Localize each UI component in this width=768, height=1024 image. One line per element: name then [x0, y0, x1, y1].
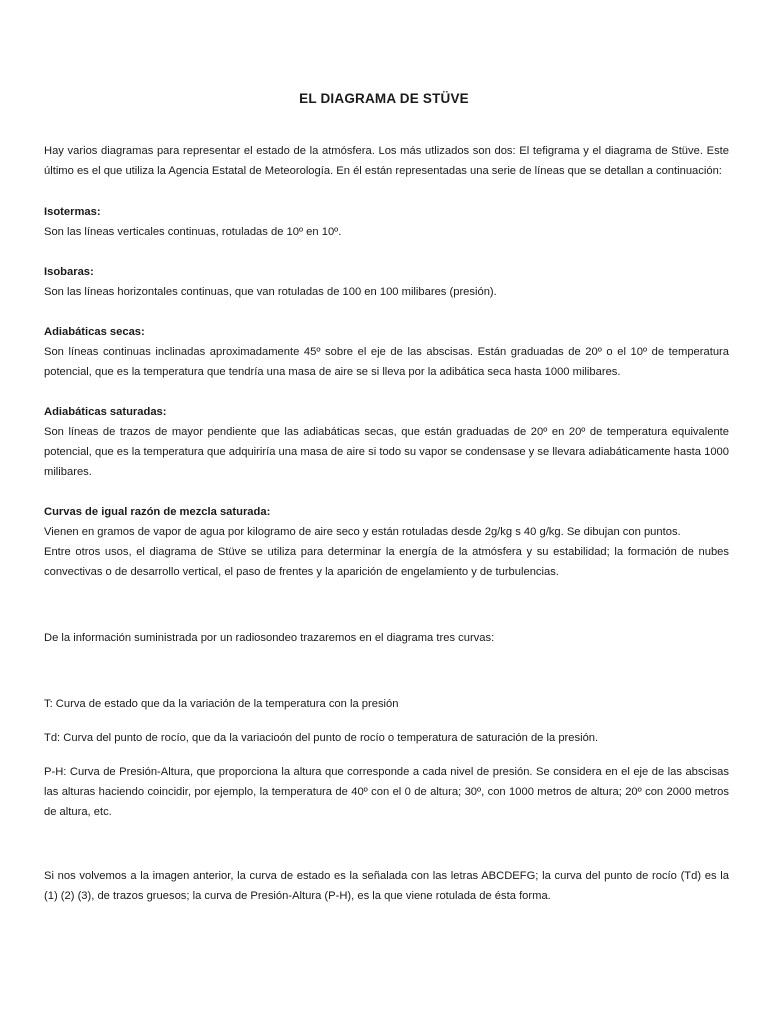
- section-text: Son las líneas verticales continuas, rotuladas de 10º en 10º.: [44, 226, 342, 238]
- intro-paragraph: Hay varios diagramas para representar el estado de la atmósfera. Los más utlizados son dos: El tefigrama y el diagrama de Stüve. Este último es el que utiliza la Agencia Estatal de Meteorología. En él están representadas una serie de líneas que se detallan a continuación:: [44, 145, 729, 177]
- section-heading: Curvas de igual razón de mezcla saturada:: [44, 506, 271, 518]
- section-isotermas: [44, 202, 729, 242]
- section-adiabaticas-secas: [44, 322, 729, 382]
- section-heading: Adiabáticas saturadas:: [44, 406, 167, 418]
- document-title: EL DIAGRAMA DE STÜVE: [299, 91, 469, 106]
- section-adiabaticas-saturadas: [44, 402, 729, 482]
- section-razon-mezcla: [44, 502, 729, 582]
- section-text: Son líneas de trazos de mayor pendiente que las adiabáticas secas, que están graduadas de 20º en 20º de temperatura equivalente potencial, que es la temperatura que adquiriría una masa de aire si todo su vapor se condensase y se llevara adiabáticamente hasta 1000 milibares.: [44, 426, 729, 478]
- radiosonde-intro: De la información suministrada por un radiosondeo trazaremos en el diagrama tres curvas:: [44, 632, 495, 644]
- section-isobaras: [44, 262, 729, 302]
- closing-paragraph: Si nos volvemos a la imagen anterior, la curva de estado es la señalada con las letras ABCDEFG; la curva del punto de rocío (Td) es la (1) (2) (3), de trazos gruesos; la curva de Presión-Altura (P-H), es la que viene rotulada de ésta forma.: [44, 870, 729, 902]
- section-text: Vienen en gramos de vapor de agua por kilogramo de aire seco y están rotuladas desde 2g/kg s 40 g/kg. Se dibujan con puntos.: [44, 526, 681, 538]
- curve-td-item: Td: Curva del punto de rocío, que da la variacioón del punto de rocío o temperatura de saturación de la presión.: [44, 732, 599, 744]
- section-text-usage: Entre otros usos, el diagrama de Stüve se utiliza para determinar la energía de la atmósfera y su estabilidad; la formación de nubes convectivas o de desarrollo vertical, el paso de frentes y la aparición de engelamiento y de turbulencias.: [44, 546, 729, 578]
- section-text: Son líneas continuas inclinadas aproximadamente 45º sobre el eje de las abscisas. Están graduadas de 20º o el 10º de temperatura potencial, que es la temperatura que tendría una masa de aire se si lleva por la adibática seca hasta 1000 milibares.: [44, 346, 729, 378]
- section-text: Son las líneas horizontales continuas, que van rotuladas de 100 en 100 milibares (presión).: [44, 286, 497, 298]
- curve-ph-item: P-H: Curva de Presión-Altura, que proporciona la altura que corresponde a cada nivel de presión. Se considera en el eje de las abscisas las alturas haciendo coincidir, por ejemplo, la temperatura de 40º con el 0 de altura; 30º, con 1000 metros de altura; 20º con 2000 metros de altura, etc.: [44, 766, 729, 818]
- section-heading: Adiabáticas secas:: [44, 326, 145, 338]
- curve-t-item: T: Curva de estado que da la variación de la temperatura con la presión: [44, 698, 399, 710]
- section-heading: Isotermas:: [44, 206, 101, 218]
- section-heading: Isobaras:: [44, 266, 94, 278]
